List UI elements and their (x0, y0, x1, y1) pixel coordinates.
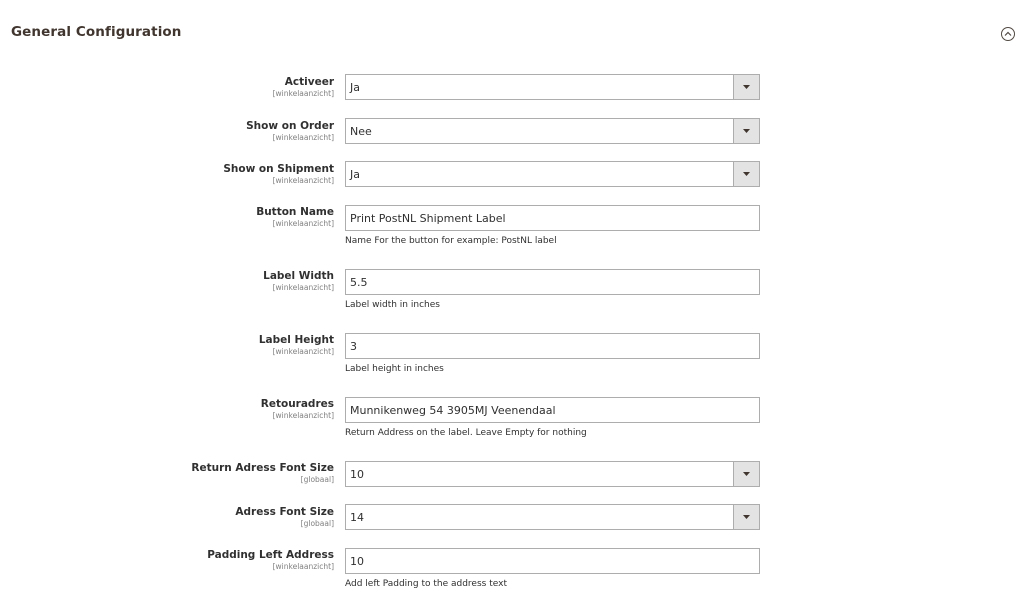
label-height-input[interactable] (345, 333, 760, 359)
input-value: 10 (350, 555, 364, 568)
scope-label: [winkelaanzicht] (272, 219, 334, 228)
field-note: Return Address on the label. Leave Empty for nothing (345, 428, 587, 438)
field-label-block (150, 334, 334, 356)
field-label-block (150, 76, 334, 98)
scope-label: [winkelaanzicht] (272, 133, 334, 142)
dropdown-arrow-icon[interactable] (733, 119, 759, 143)
return-adress-font-size-select[interactable] (345, 461, 760, 487)
field-label-block (150, 270, 334, 292)
retouradres-input[interactable] (345, 397, 760, 423)
input-value: 5.5 (350, 276, 368, 289)
activeer-select[interactable] (345, 74, 760, 100)
select-value: Ja (350, 81, 360, 94)
field-label-block (150, 120, 334, 142)
scope-label: [winkelaanzicht] (272, 89, 334, 98)
field-label: Padding Left Address (207, 549, 334, 561)
section-title[interactable]: General Configuration (11, 24, 182, 40)
select-value: Nee (350, 125, 372, 138)
input-value: Munnikenweg 54 3905MJ Veenendaal (350, 404, 556, 417)
scope-label: [globaal] (300, 519, 334, 528)
scope-label: [winkelaanzicht] (272, 562, 334, 571)
adress-font-size-select[interactable] (345, 504, 760, 530)
dropdown-arrow-icon[interactable] (733, 462, 759, 486)
label-width-input[interactable] (345, 269, 760, 295)
field-label: Activeer (284, 76, 334, 88)
scope-label: [winkelaanzicht] (272, 411, 334, 420)
dropdown-arrow-icon[interactable] (733, 75, 759, 99)
section-header[interactable] (11, 22, 1021, 46)
dropdown-arrow-icon[interactable] (733, 162, 759, 186)
scope-label: [winkelaanzicht] (272, 176, 334, 185)
scope-label: [winkelaanzicht] (272, 347, 334, 356)
input-value: Print PostNL Shipment Label (350, 212, 506, 225)
field-label: Retouradres (260, 398, 334, 410)
select-value: Ja (350, 168, 360, 181)
padding-left-address-input[interactable] (345, 548, 760, 574)
field-label-block (150, 163, 334, 185)
button-name-input[interactable] (345, 205, 760, 231)
field-label: Adress Font Size (235, 506, 334, 518)
field-label: Show on Shipment (223, 163, 334, 175)
scope-label: [winkelaanzicht] (272, 283, 334, 292)
field-label-block (150, 398, 334, 420)
scope-label: [globaal] (300, 475, 334, 484)
field-label-block (150, 206, 334, 228)
field-label-block (150, 549, 334, 571)
select-value: 14 (350, 511, 364, 524)
show-on-shipment-select[interactable] (345, 161, 760, 187)
input-value: 3 (350, 340, 357, 353)
field-label: Button Name (256, 206, 334, 218)
field-note: Label width in inches (345, 300, 440, 310)
field-label: Return Adress Font Size (191, 462, 334, 474)
field-label: Label Width (263, 270, 334, 282)
show-on-order-select[interactable] (345, 118, 760, 144)
field-note: Add left Padding to the address text (345, 579, 507, 589)
field-label-block (150, 462, 334, 484)
dropdown-arrow-icon[interactable] (733, 505, 759, 529)
select-value: 10 (350, 468, 364, 481)
chevron-up-circle-icon[interactable] (1001, 27, 1015, 41)
field-label: Show on Order (246, 120, 334, 132)
field-note: Name For the button for example: PostNL label (345, 236, 557, 246)
field-label-block (150, 506, 334, 528)
field-note: Label height in inches (345, 364, 444, 374)
field-label: Label Height (258, 334, 334, 346)
